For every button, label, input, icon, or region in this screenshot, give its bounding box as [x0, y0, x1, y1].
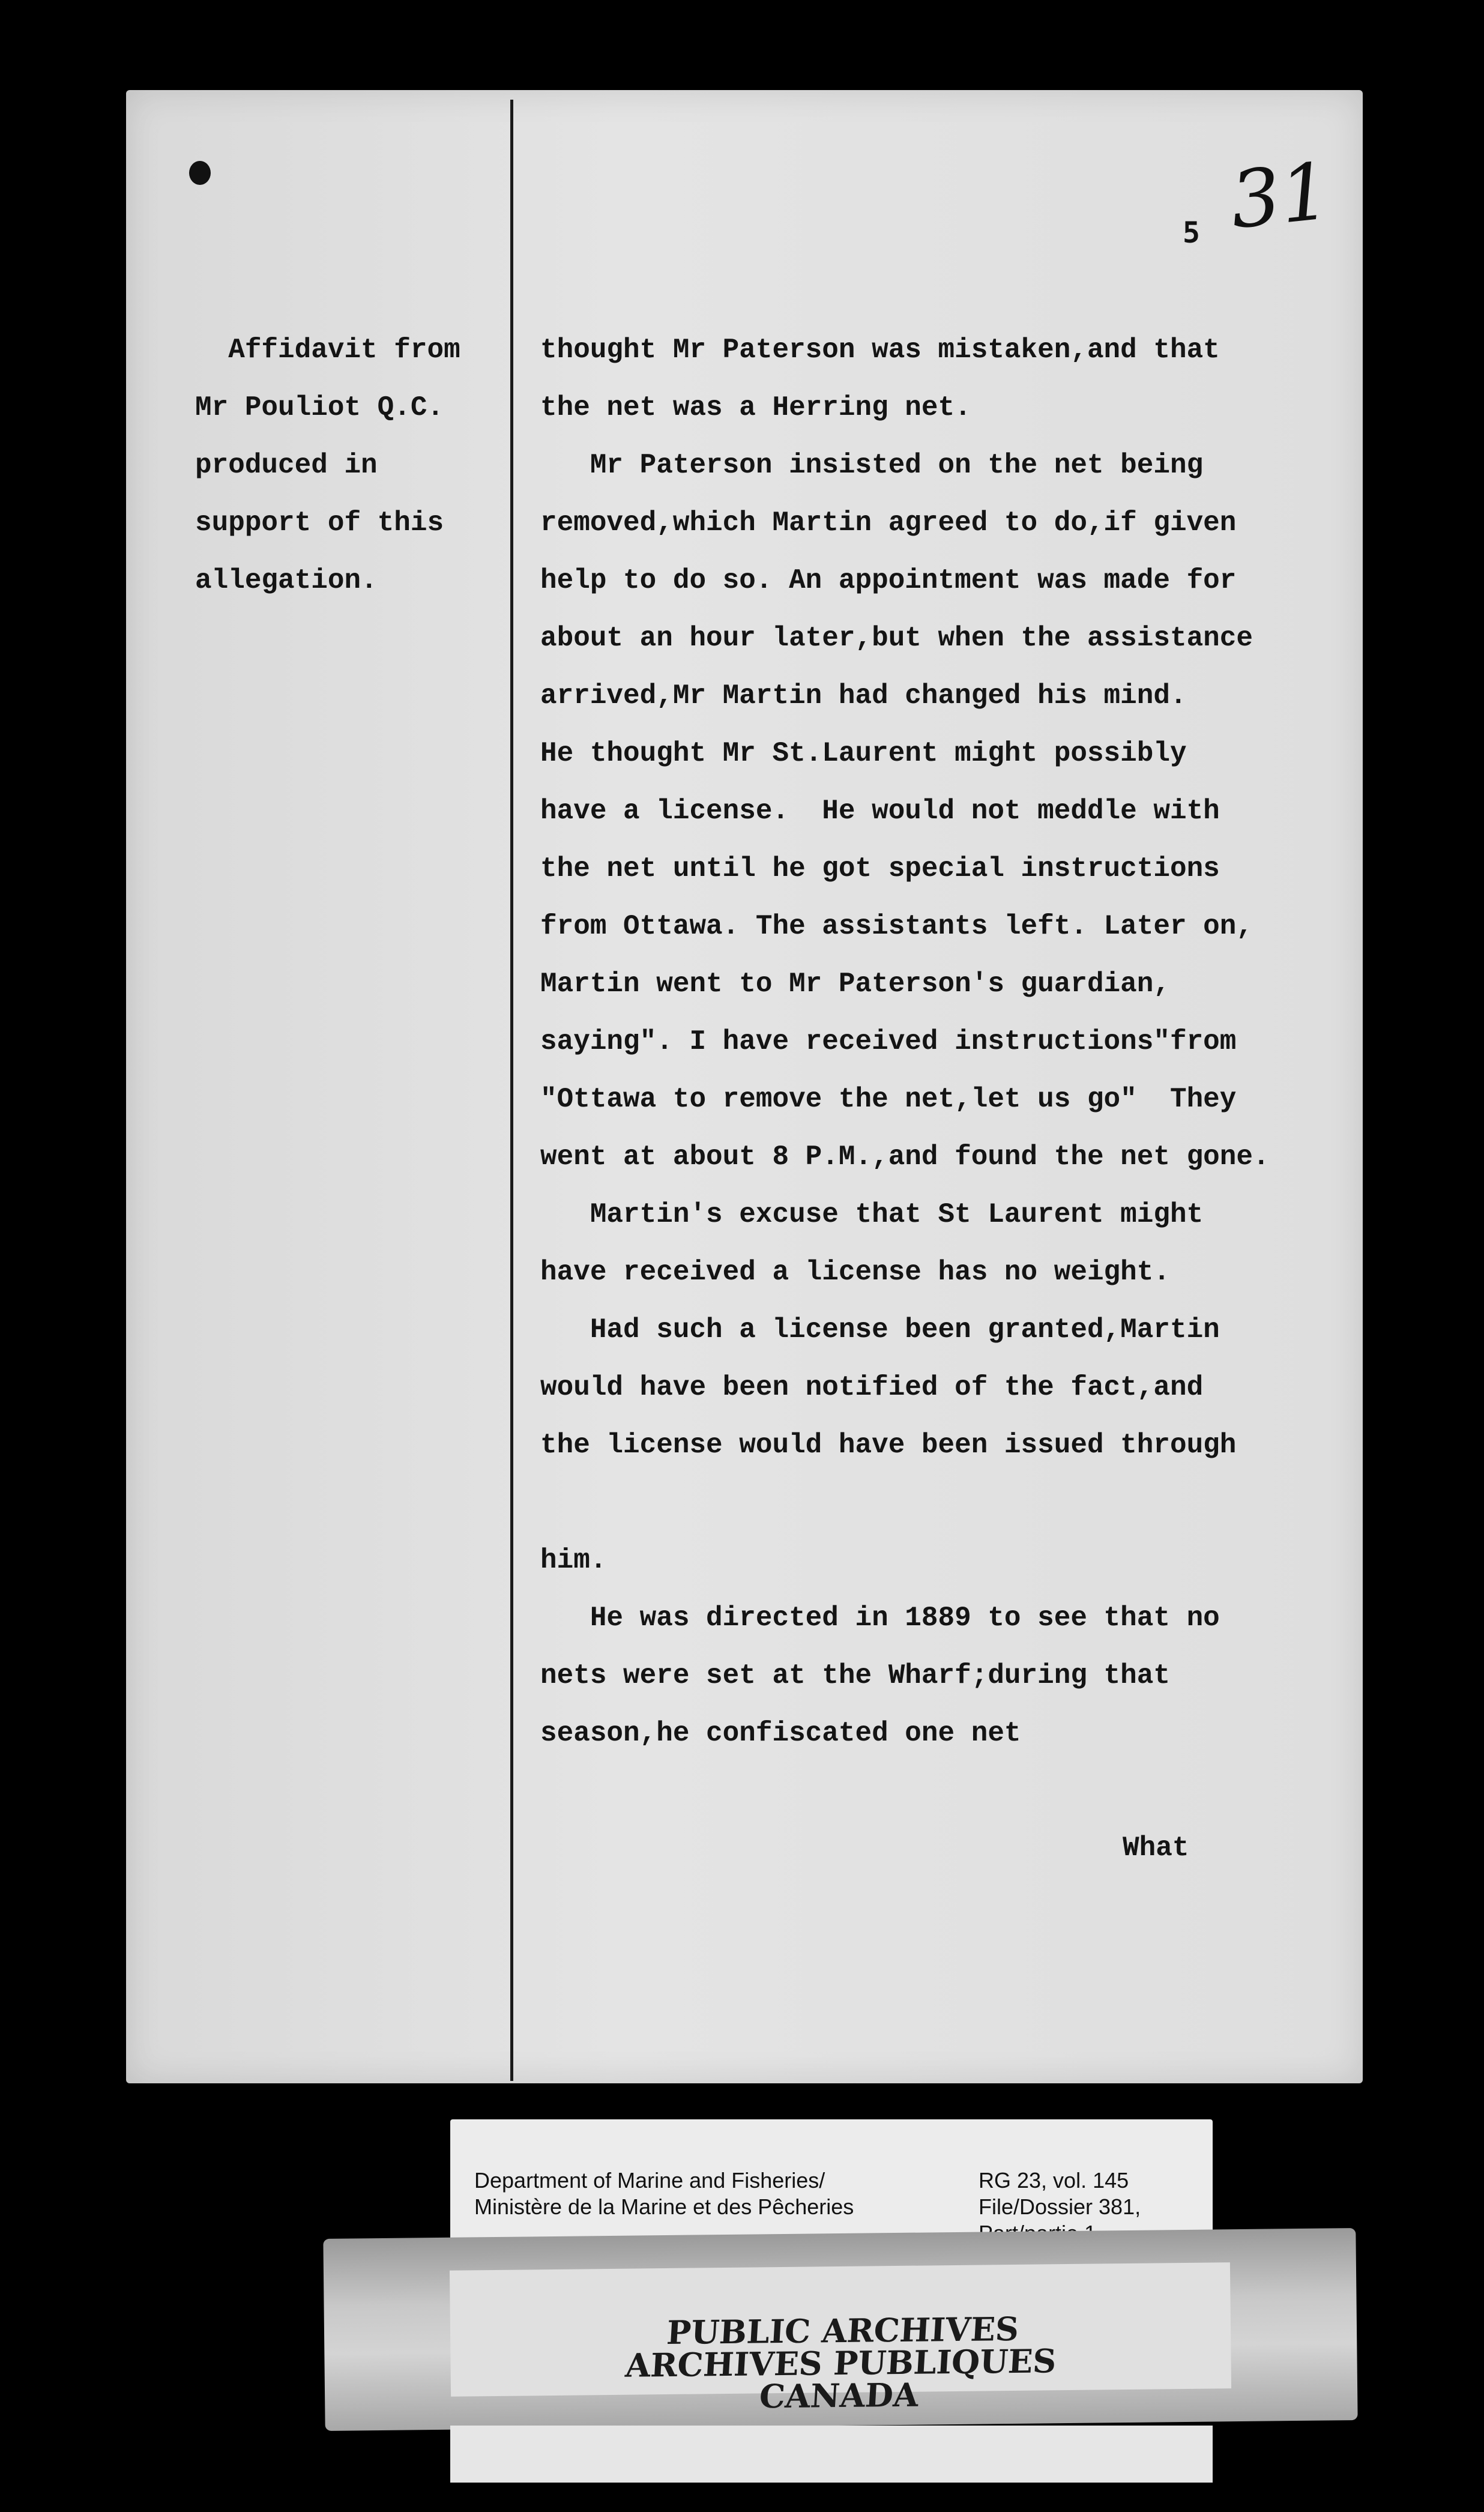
department-label	[474, 2167, 854, 2220]
department-name-en: Department of Marine and Fisheries/	[474, 2168, 825, 2193]
body-line: Mr Paterson insisted on the net being	[540, 450, 1204, 481]
file-number: File/Dossier 381,	[979, 2194, 1141, 2219]
body-text	[540, 321, 1270, 1762]
body-line: have received a license has no weight.	[540, 1257, 1170, 1288]
body-line: went at about 8 P.M.,and found the net gone.	[540, 1141, 1270, 1173]
body-line: "Ottawa to remove the net,let us go" They	[540, 1084, 1237, 1115]
margin-note-line: support of this	[195, 507, 444, 539]
body-line: He thought Mr St.Laurent might possibly	[540, 738, 1187, 769]
body-line: season,he confiscated one net	[540, 1718, 1021, 1749]
margin-note-line: allegation.	[195, 565, 378, 596]
body-line: Had such a license been granted,Martin	[540, 1314, 1220, 1345]
department-name-fr: Ministère de la Marine et des Pêcheries	[474, 2194, 854, 2219]
body-line: nets were set at the Wharf;during that	[540, 1660, 1170, 1691]
body-line: Martin's excuse that St Laurent might	[540, 1199, 1204, 1230]
body-line: removed,which Martin agreed to do,if given	[540, 507, 1237, 539]
bottom-strip	[450, 2426, 1213, 2483]
margin-note-line: Affidavit from	[195, 334, 460, 366]
body-line: saying". I have received instructions"from	[540, 1026, 1237, 1057]
body-line: the net was a Herring net.	[540, 392, 971, 423]
margin-note-line: Mr Pouliot Q.C.	[195, 392, 444, 423]
body-line: the net until he got special instructions	[540, 853, 1220, 884]
body-line: about an hour later,but when the assistance	[540, 623, 1253, 654]
margin-note-line: produced in	[195, 450, 378, 481]
body-line: help to do so. An appointment was made for	[540, 565, 1237, 596]
body-line: arrived,Mr Martin had changed his mind.	[540, 680, 1187, 711]
catchword	[1123, 1819, 1189, 1877]
archives-stamp-band	[323, 2228, 1357, 2431]
body-line: him.	[540, 1545, 607, 1576]
body-line: Martin went to Mr Paterson's guardian,	[540, 968, 1170, 1000]
body-line: have a license. He would not meddle with	[540, 796, 1220, 827]
stamp-line: CANADA	[758, 2375, 920, 2416]
archives-stamp	[450, 2262, 1231, 2416]
page-number: 5	[1183, 216, 1200, 250]
handwritten-folio-number: 31	[1226, 145, 1335, 247]
line-gap	[540, 1474, 1270, 1532]
body-line: thought Mr Paterson was mistaken,and that	[540, 334, 1220, 366]
archives-stamp-text	[448, 2310, 1234, 2416]
catchword-text: What	[1123, 1832, 1189, 1864]
record-group: RG 23, vol. 145	[979, 2168, 1129, 2193]
margin-note	[195, 321, 460, 609]
body-line: the license would have been issued through	[540, 1430, 1237, 1461]
body-line: He was directed in 1889 to see that no	[540, 1602, 1220, 1634]
body-line: would have been notified of the fact,and	[540, 1372, 1204, 1403]
stamp-line: ARCHIVES PUBLIQUES	[624, 2341, 1058, 2385]
body-line: from Ottawa. The assistants left. Later on,	[540, 911, 1253, 942]
punch-hole-mark	[189, 161, 211, 185]
stamp-line: PUBLIC ARCHIVES	[665, 2309, 1020, 2352]
typed-page	[126, 90, 1363, 2083]
margin-rule	[510, 100, 513, 2081]
